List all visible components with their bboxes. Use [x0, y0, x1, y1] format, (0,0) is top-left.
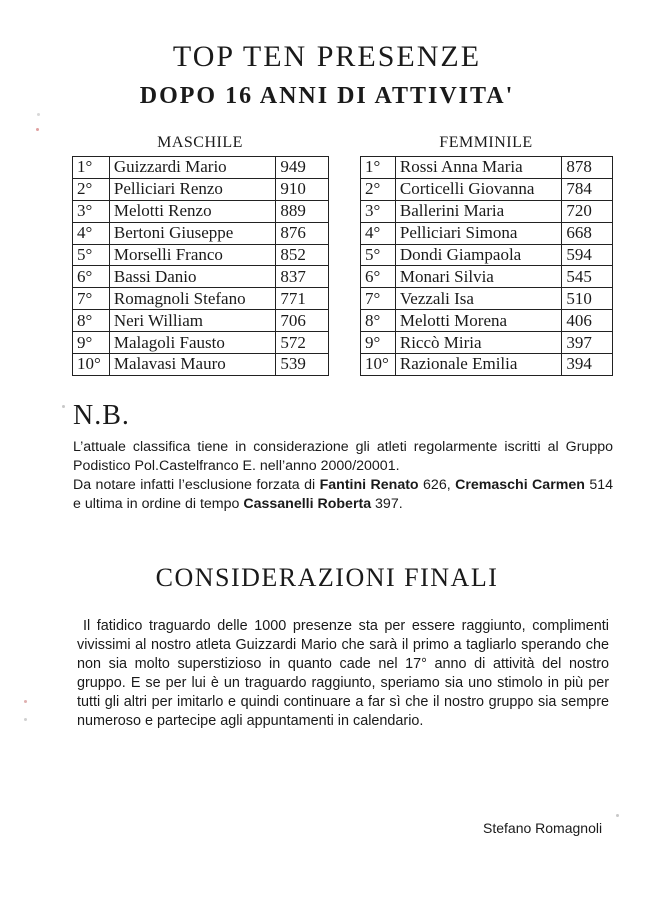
rank-cell: 5°	[73, 244, 110, 266]
value-cell: 668	[562, 222, 613, 244]
name-cell: Monari Silvia	[395, 266, 561, 288]
rank-cell: 8°	[361, 310, 396, 332]
rank-cell: 2°	[361, 178, 396, 200]
value-cell: 539	[276, 354, 329, 376]
value-cell: 910	[276, 178, 329, 200]
rank-cell: 10°	[73, 354, 110, 376]
table-row	[73, 244, 329, 266]
nb-paragraph	[73, 438, 613, 514]
value-cell: 397	[562, 332, 613, 354]
table-row	[361, 332, 613, 354]
value-cell: 852	[276, 244, 329, 266]
female-ranking-table	[360, 156, 613, 376]
rank-cell: 5°	[361, 244, 396, 266]
table-row	[361, 222, 613, 244]
name-cell: Morselli Franco	[109, 244, 276, 266]
name-cell: Malavasi Mauro	[109, 354, 276, 376]
male-ranking-table	[72, 156, 329, 376]
table-row	[73, 332, 329, 354]
rank-cell: 1°	[361, 157, 396, 179]
value-cell: 949	[276, 157, 329, 179]
considerations-heading: CONSIDERAZIONI FINALI	[155, 563, 499, 592]
nb-line-2-prefix: Da notare infatti l’esclusione forzata di	[73, 477, 320, 493]
nb-heading: N.B.	[73, 400, 130, 431]
value-cell: 720	[562, 200, 613, 222]
name-cell: Bertoni Giuseppe	[109, 222, 276, 244]
value-cell: 594	[562, 244, 613, 266]
name-cell: Pelliciari Simona	[395, 222, 561, 244]
table-row	[361, 288, 613, 310]
excluded-athlete-2: Cremaschi Carmen	[455, 477, 585, 493]
female-caption: FEMMINILE	[439, 134, 533, 151]
value-cell: 837	[276, 266, 329, 288]
excluded-athlete-3: Cassanelli Roberta	[243, 496, 372, 512]
page-title: TOP TEN PRESENZE	[172, 40, 482, 73]
rank-cell: 8°	[73, 310, 110, 332]
table-row	[73, 310, 329, 332]
excluded-athlete-1-value: 626,	[418, 477, 456, 493]
signature: Stefano Romagnoli	[483, 820, 603, 836]
table-row	[361, 200, 613, 222]
table-row	[73, 200, 329, 222]
name-cell: Guizzardi Mario	[109, 157, 276, 179]
table-row	[361, 354, 613, 376]
value-cell: 876	[276, 222, 329, 244]
considerations-paragraph: Il fatidico traguardo delle 1000 presenze sta per essere raggiunto, complimenti vivissimi al nostro atleta Guizzardi Mario che sarà il primo a tagliarlo sperando che non sia molto superstizioso in quanto cade nel 17° anno di attività del nostro gruppo. E se per lui è un traguardo raggiunto, speriamo sia uno stimolo in più per tutti gli altri per imitarlo e quindi continuare a far sì che il nostro gruppo sia sempre numeroso e partecipe agli appuntamenti in calendario.	[77, 618, 609, 729]
value-cell: 771	[276, 288, 329, 310]
name-cell: Malagoli Fausto	[109, 332, 276, 354]
table-row	[73, 157, 329, 179]
table-row	[361, 178, 613, 200]
table-row	[361, 310, 613, 332]
value-cell: 878	[562, 157, 613, 179]
rank-cell: 10°	[361, 354, 396, 376]
rank-cell: 3°	[361, 200, 396, 222]
rank-cell: 7°	[361, 288, 396, 310]
name-cell: Riccò Miria	[395, 332, 561, 354]
value-cell: 784	[562, 178, 613, 200]
value-cell: 510	[562, 288, 613, 310]
rank-cell: 4°	[73, 222, 110, 244]
name-cell: Neri William	[109, 310, 276, 332]
table-row	[73, 266, 329, 288]
name-cell: Pelliciari Renzo	[109, 178, 276, 200]
rank-cell: 7°	[73, 288, 110, 310]
excluded-athlete-3-value: 397.	[371, 496, 403, 512]
name-cell: Razionale Emilia	[395, 354, 561, 376]
table-row	[361, 266, 613, 288]
name-cell: Melotti Morena	[395, 310, 561, 332]
name-cell: Bassi Danio	[109, 266, 276, 288]
page-subtitle: DOPO 16 ANNI DI ATTIVITA'	[139, 83, 515, 109]
name-cell: Romagnoli Stefano	[109, 288, 276, 310]
table-row	[361, 244, 613, 266]
nb-line-1: L’attuale classifica tiene in considerazione gli atleti regolarmente iscritti al Gruppo Podistico Pol.Castelfranco E. nell’anno 2000/20001.	[73, 439, 613, 474]
table-row	[73, 354, 329, 376]
value-cell: 394	[562, 354, 613, 376]
name-cell: Ballerini Maria	[395, 200, 561, 222]
name-cell: Dondi Giampaola	[395, 244, 561, 266]
rank-cell: 2°	[73, 178, 110, 200]
value-cell: 706	[276, 310, 329, 332]
nb-line-2	[73, 476, 613, 514]
table-row	[73, 288, 329, 310]
rank-cell: 9°	[361, 332, 396, 354]
name-cell: Corticelli Giovanna	[395, 178, 561, 200]
rank-cell: 9°	[73, 332, 110, 354]
name-cell: Melotti Renzo	[109, 200, 276, 222]
value-cell: 889	[276, 200, 329, 222]
rank-cell: 3°	[73, 200, 110, 222]
table-row	[361, 157, 613, 179]
male-caption: MASCHILE	[157, 134, 243, 151]
name-cell: Rossi Anna Maria	[395, 157, 561, 179]
rank-cell: 4°	[361, 222, 396, 244]
table-row	[73, 222, 329, 244]
value-cell: 572	[276, 332, 329, 354]
name-cell: Vezzali Isa	[395, 288, 561, 310]
rank-cell: 6°	[73, 266, 110, 288]
table-row	[73, 178, 329, 200]
value-cell: 545	[562, 266, 613, 288]
excluded-athlete-2-value: 514 e ultima in ordine di tempo	[73, 477, 613, 512]
excluded-athlete-1: Fantini Renato	[319, 477, 419, 493]
rank-cell: 6°	[361, 266, 396, 288]
rank-cell: 1°	[73, 157, 110, 179]
value-cell: 406	[562, 310, 613, 332]
